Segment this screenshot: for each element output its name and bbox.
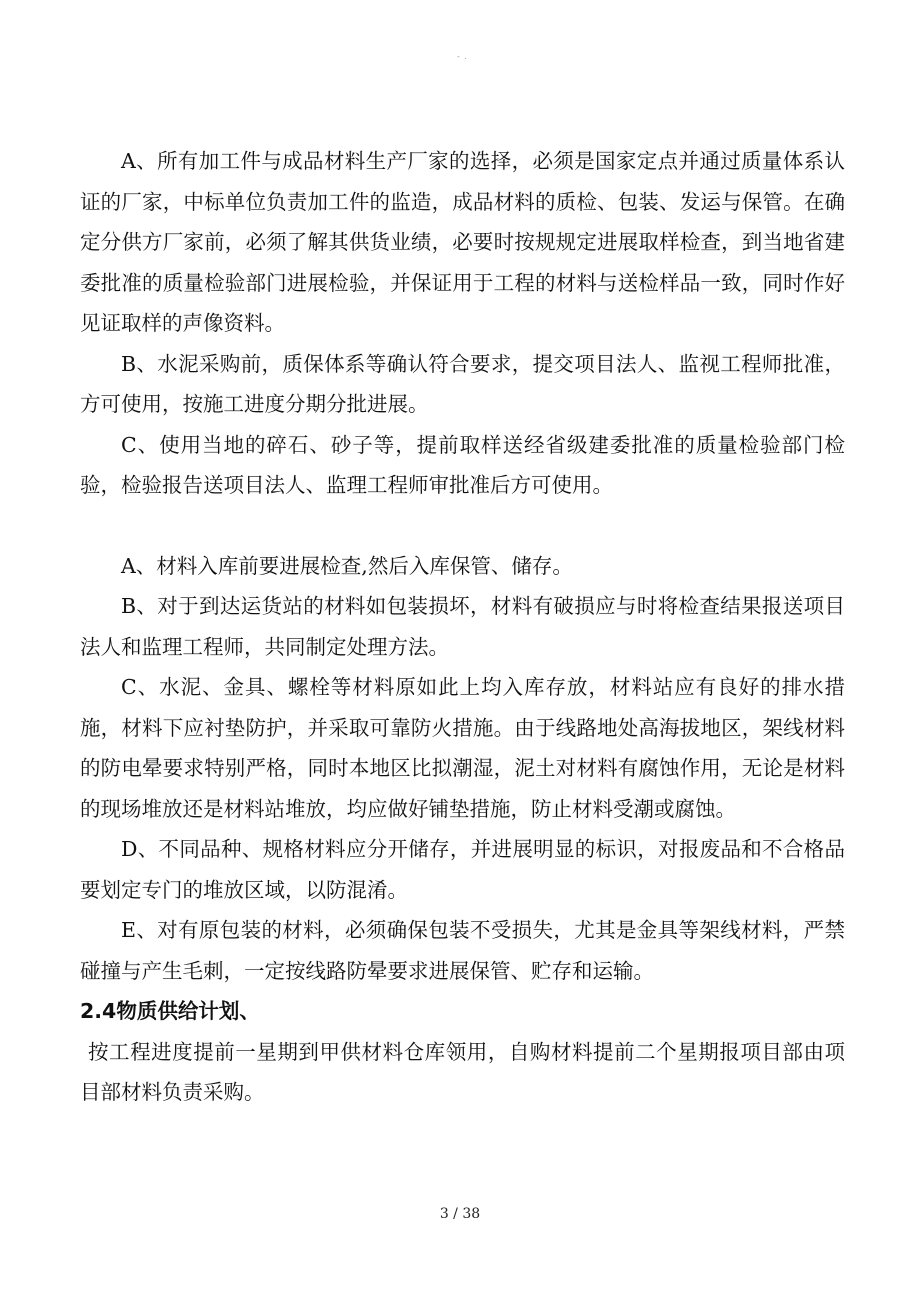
header-mark: - . bbox=[457, 52, 468, 61]
paragraph-b1: A、材料入库前要进展检查,然后入库保管、储存。 bbox=[121, 553, 573, 578]
section-heading: 2.4物质供给计划、 bbox=[80, 999, 260, 1023]
page-number: 3 / 38 bbox=[439, 1206, 481, 1222]
paragraph-b5: E、对有原包装的材料，必须确保包装不受损失，尤其是金具等架线材料，严禁碰撞与产生毛刺，一定按线路防晕要求进展保管、贮存和运输。 bbox=[80, 918, 845, 983]
paragraph-b2: B、对于到达运货站的材料如包装损坏，材料有破损应与时将检查结果报送项目法人和监理工程师，共同制定处理方法。 bbox=[80, 594, 845, 659]
section-gap bbox=[80, 506, 845, 546]
paragraph-b4: D、不同品种、规格材料应分开储存，并进展明显的标识，对报废品和不合格品要划定专门的堆放区域，以防混淆。 bbox=[80, 837, 845, 902]
document-body bbox=[80, 141, 845, 1113]
paragraph-plan: 按工程进度提前一星期到甲供材料仓库领用，自购材料提前二个星期报项目部由项目部材料负责采购。 bbox=[80, 1039, 845, 1104]
paragraph-a1: A、所有加工件与成品材料生产厂家的选择，必须是国家定点并通过质量体系认证的厂家，中标单位负责加工件的监造，成品材料的质检、包装、发运与保管。在确定分供方厂家前，必须了解其供货业绩，必要时按规规定进展取样检查，到当地省建委批准的质量检验部门进展检验，并保证用于工程的材料与送检样品一致，同时作好见证取样的声像资料。 bbox=[80, 149, 845, 335]
paragraph-a2: B、水泥采购前，质保体系等确认符合要求，提交项目法人、监视工程师批准，方可使用，按施工进度分期分批进展。 bbox=[80, 351, 845, 416]
paragraph-b3: C、水泥、金具、螺栓等材料原如此上均入库存放，材料站应有良好的排水措施，材料下应衬垫防护，并采取可靠防火措施。由于线路地处高海拔地区，架线材料的防电晕要求特别严格，同时本地区比拟潮湿，泥土对材料有腐蚀作用，无论是材料的现场堆放还是材料站堆放，均应做好铺垫措施，防止材料受潮或腐蚀。 bbox=[80, 675, 845, 821]
paragraph-a3: C、使用当地的碎石、砂子等，提前取样送经省级建委批准的质量检验部门检验，检验报告送项目法人、监理工程师审批准后方可使用。 bbox=[80, 432, 845, 497]
